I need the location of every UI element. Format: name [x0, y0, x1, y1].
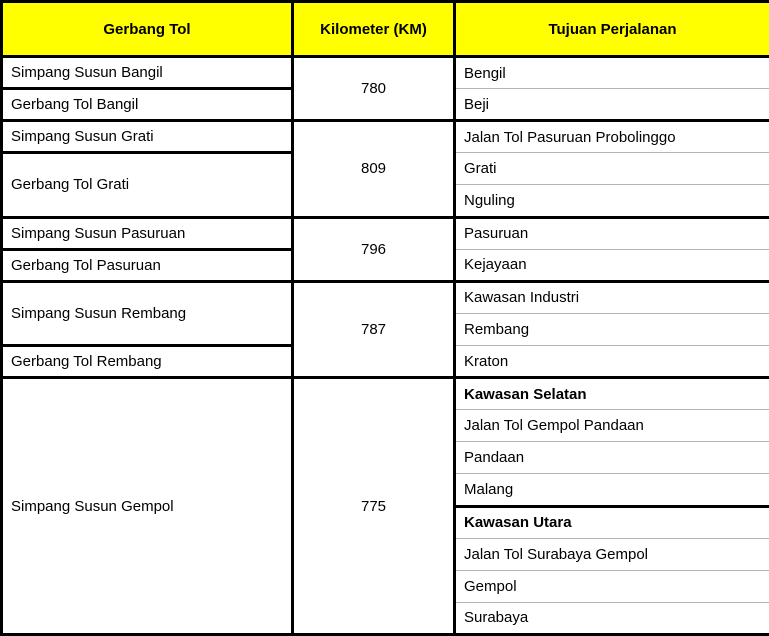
header-tujuan-perjalanan: Tujuan Perjalanan [455, 2, 769, 57]
destination-cell: Beji [455, 89, 769, 121]
table-row [2, 378, 769, 410]
destination-cell: Kawasan Industri [455, 281, 769, 313]
gate-cell: Simpang Susun Gempol [2, 378, 293, 635]
destination-cell: Nguling [455, 185, 769, 217]
gate-cell: Simpang Susun Rembang [2, 281, 293, 345]
table-row [2, 217, 769, 249]
destination-cell: Pandaan [455, 442, 769, 474]
table-row [2, 57, 769, 89]
gate-cell: Gerbang Tol Grati [2, 153, 293, 217]
destination-subheader-cell: Kawasan Selatan [455, 378, 769, 410]
gate-cell: Gerbang Tol Bangil [2, 89, 293, 121]
table-row [2, 281, 769, 313]
header-kilometer-km: Kilometer (KM) [293, 2, 455, 57]
destination-cell: Kejayaan [455, 249, 769, 281]
km-cell: 809 [293, 121, 455, 217]
km-cell: 780 [293, 57, 455, 121]
table-row [2, 121, 769, 153]
table-header-row [2, 2, 769, 57]
destination-subheader-cell: Kawasan Utara [455, 506, 769, 538]
gate-cell: Simpang Susun Grati [2, 121, 293, 153]
destination-cell: Gempol [455, 570, 769, 602]
km-cell: 775 [293, 378, 455, 635]
km-cell: 787 [293, 281, 455, 377]
gate-cell: Simpang Susun Pasuruan [2, 217, 293, 249]
gate-cell: Gerbang Tol Pasuruan [2, 249, 293, 281]
destination-cell: Pasuruan [455, 217, 769, 249]
destination-cell: Kraton [455, 345, 769, 377]
destination-cell: Rembang [455, 313, 769, 345]
destination-cell: Jalan Tol Gempol Pandaan [455, 410, 769, 442]
destination-cell: Jalan Tol Surabaya Gempol [455, 538, 769, 570]
destination-cell: Malang [455, 474, 769, 506]
gate-cell: Simpang Susun Bangil [2, 57, 293, 89]
gate-cell: Gerbang Tol Rembang [2, 345, 293, 377]
destination-cell: Grati [455, 153, 769, 185]
destination-cell: Bengil [455, 57, 769, 89]
destination-cell: Surabaya [455, 602, 769, 634]
destination-cell: Jalan Tol Pasuruan Probolinggo [455, 121, 769, 153]
header-gerbang-tol: Gerbang Tol [2, 2, 293, 57]
km-cell: 796 [293, 217, 455, 281]
